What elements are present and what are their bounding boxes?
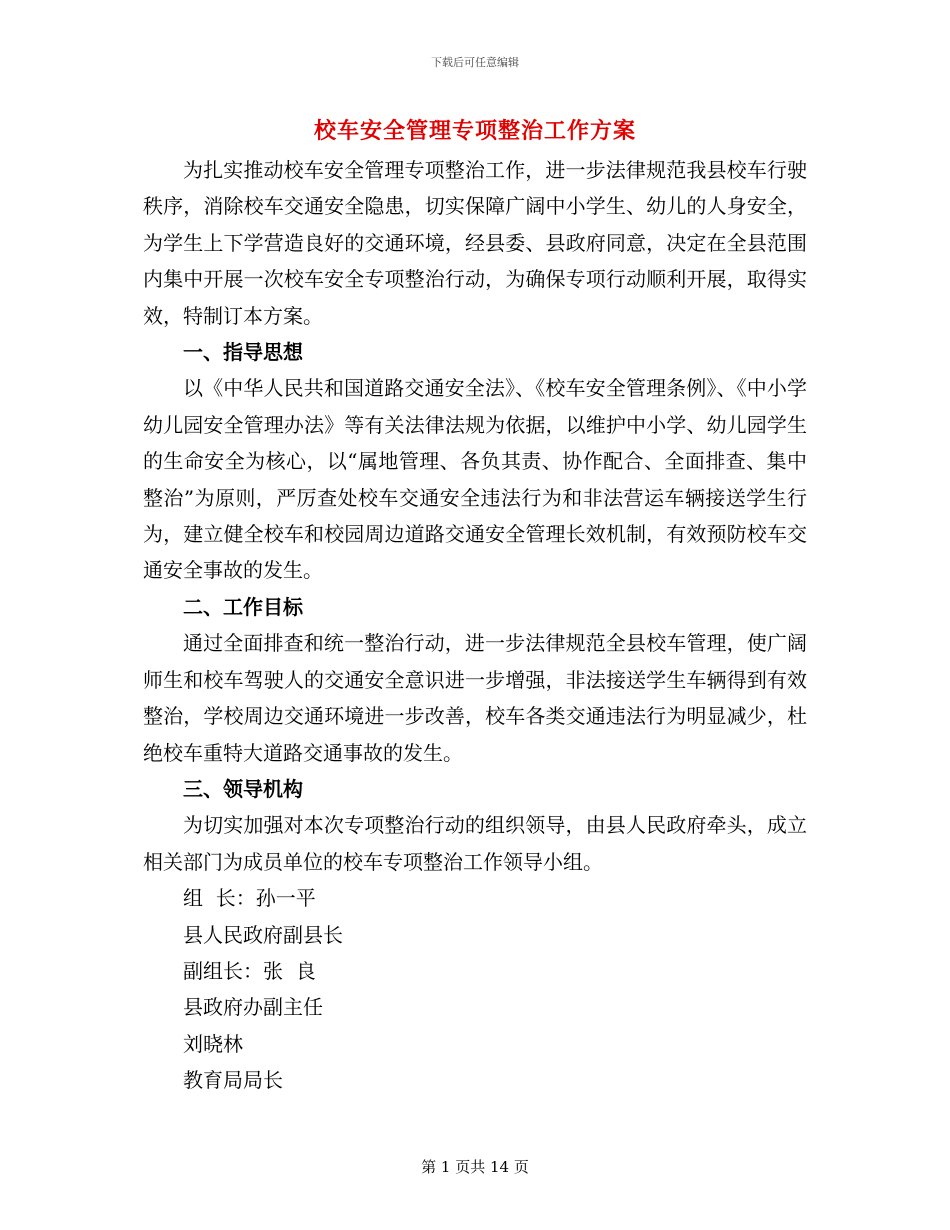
document-title: 校车安全管理专项整治工作方案 <box>313 118 636 144</box>
section-heading-guiding-ideology: 一、指导思想 <box>183 340 303 365</box>
guiding-ideology-paragraph: 以《中华人民共和国道路交通安全法》、《校车安全管理条例》、《中小学幼儿园安全管理办法》等有关法律法规为依据，以维护中小学、幼儿园学生的生命安全为核心，以“属地管理、各负其责、协作配合、全面排查、集中整治”为原则，严厉查处校车交通安全违法行为和非法营运车辆接送学生行为，建立健全校车和校园周边道路交通安全管理长效机制，有效预防校车交通安全事故的发生。 <box>143 376 807 583</box>
intro-paragraph: 为扎实推动校车安全管理专项整治工作，进一步法律规范我县校车行驶秩序，消除校车交通安全隐患，切实保障广阔中小学生、幼儿的人身安全，为学生上下学营造良好的交通环境，经县委、县政府同意，决定在全县范围内集中开展一次校车安全专项整治行动，为确保专项行动顺利开展，取得实效，特制订本方案。 <box>143 158 807 328</box>
leader-line: 县人民政府副县长 <box>183 922 343 947</box>
leader-line: 副组长：张 良 <box>183 958 316 983</box>
header-note: 下载后可任意编辑 <box>431 56 519 69</box>
leader-line: 组 长：孙一平 <box>183 886 316 911</box>
page-footer: 第 1 页共 14 页 <box>421 1158 529 1176</box>
section-heading-work-goals: 二、工作目标 <box>183 594 303 619</box>
leadership-paragraph: 为切实加强对本次专项整治行动的组织领导，由县人民政府牵头，成立相关部门为成员单位的校车专项整治工作领导小组。 <box>143 813 807 874</box>
document-body <box>143 152 807 1099</box>
leader-line: 刘晓林 <box>183 1031 243 1056</box>
leader-line: 教育局局长 <box>183 1068 283 1093</box>
leader-line: 县政府办副主任 <box>183 995 323 1020</box>
work-goals-paragraph: 通过全面排查和统一整治行动，进一步法律规范全县校车管理，使广阔师生和校车驾驶人的交通安全意识进一步增强，非法接送学生车辆得到有效整治，学校周边交通环境进一步改善，校车各类交通违法行为明显减少，杜绝校车重特大道路交通事故的发生。 <box>143 631 807 765</box>
section-heading-leadership: 三、领导机构 <box>183 776 303 801</box>
